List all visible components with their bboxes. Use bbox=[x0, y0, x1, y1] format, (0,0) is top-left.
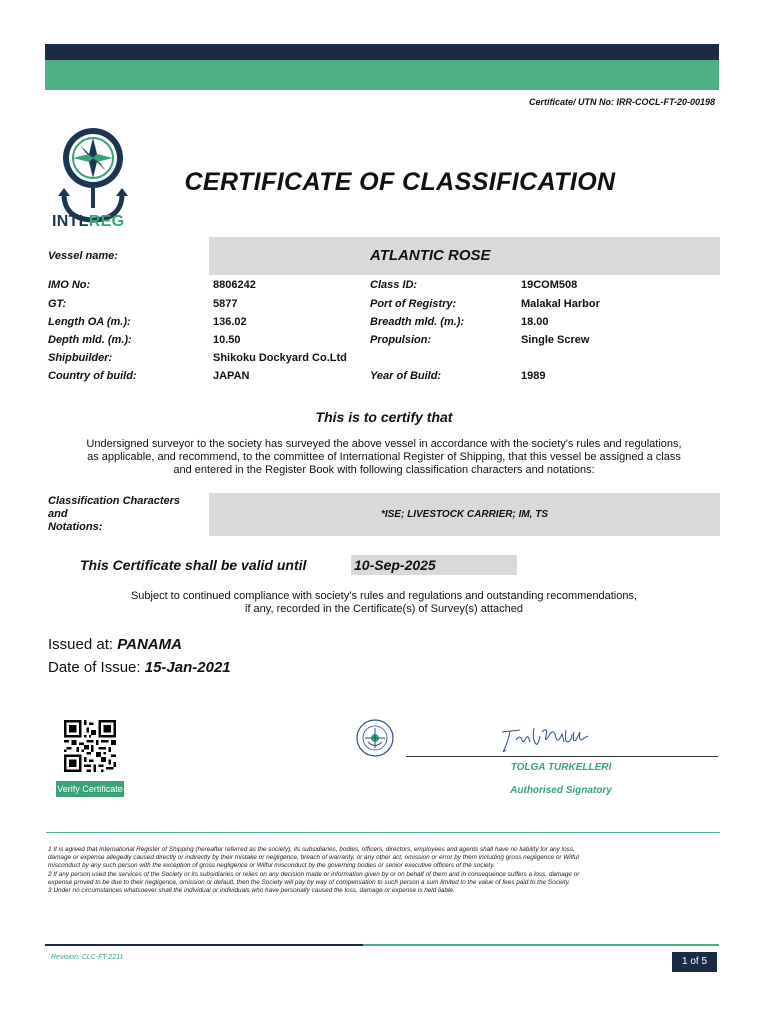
gt-value: 5877 bbox=[213, 298, 238, 310]
verify-certificate-button[interactable]: Verify Certificate bbox=[56, 781, 124, 797]
depth-label: Depth mld. (m.): bbox=[48, 334, 132, 346]
issued-at-label: Issued at: bbox=[48, 636, 114, 653]
year-label: Year of Build: bbox=[370, 370, 442, 382]
handwritten-signature bbox=[498, 722, 594, 754]
footer-rule-green bbox=[363, 944, 719, 946]
footnote-divider bbox=[46, 832, 720, 833]
footnote-line: 1 It is agreed that International Register of Shipping (hereafter referred as the society), its subsidiaries, bodies, officers, directors, employees and agents shall have no liability for any loss, bbox=[48, 846, 575, 853]
classification-label-line: and bbox=[48, 508, 68, 520]
footnote-line: 2 If any person used the services of the Society or its subsidiaries or relies on any decision made or information given by or on behalf of them and in consequence suffers a loss, damage or bbox=[48, 870, 580, 878]
country-value: JAPAN bbox=[213, 370, 250, 382]
footnote-line: 3 Under no circumstances whatsoever shall the individual or individuals who have personally caused the loss, damage or expense is held liable. bbox=[48, 887, 455, 895]
certify-body-line: as applicable, and recommend, to the committee of International Register of Shipping, that this vessel be assigned a class bbox=[87, 451, 681, 463]
propulsion-value: Single Screw bbox=[521, 334, 590, 346]
issued-at bbox=[48, 636, 182, 653]
society-seal-icon bbox=[355, 716, 395, 760]
subject-text bbox=[46, 590, 722, 616]
logo-wordmark bbox=[52, 213, 124, 231]
logo-text-intl: INTL bbox=[52, 213, 89, 230]
signature-line bbox=[406, 756, 718, 757]
signatory-title: Authorised Signatory bbox=[510, 785, 612, 796]
certificate-number: Certificate/ UTN No: IRR-COCL-FT-20-00198 bbox=[528, 97, 715, 107]
footnote-line: expense proved to be due to their negligence, omission or default, then the Society will pay by way of compensation to such person a sum limited to the value of fees paid to the Society. bbox=[48, 878, 571, 886]
date-of-issue-value: 15-Jan-2021 bbox=[144, 659, 231, 676]
date-of-issue bbox=[48, 659, 231, 676]
header-band-dark bbox=[45, 44, 719, 60]
footnote-line: damage or expense allegedly caused directly or indirectly by their mistake or negligence, breach of warranty, or any other act, omission or error by them including gross negligence or Wilful bbox=[48, 854, 579, 862]
country-label: Country of build: bbox=[48, 370, 137, 382]
qr-code-icon[interactable] bbox=[64, 720, 116, 772]
shipbuilder-label: Shipbuilder: bbox=[48, 352, 113, 364]
certify-body-line: and entered in the Register Book with following classification characters and notations: bbox=[173, 464, 595, 476]
classification-value: *ISE; LIVESTOCK CARRIER; IM, TS bbox=[380, 509, 549, 520]
breadth-value: 18.00 bbox=[521, 316, 549, 328]
year-value: 1989 bbox=[521, 370, 546, 382]
validity-date: 10-Sep-2025 bbox=[354, 557, 436, 573]
vessel-name-value: ATLANTIC ROSE bbox=[370, 247, 491, 264]
propulsion-label: Propulsion: bbox=[370, 334, 432, 346]
signatory-name: TOLGA TURKELLERI bbox=[510, 762, 612, 773]
imo-value: 8806242 bbox=[213, 279, 256, 291]
classification-label-line: Notations: bbox=[48, 521, 103, 533]
validity-label: This Certificate shall be valid until bbox=[80, 557, 307, 573]
footnote-line: misconduct by any such person with the exception of gross negligence or Wilful misconduct by the governing bodies or senior executive officers of the society. bbox=[48, 862, 495, 870]
classification-label-line: Classification Characters bbox=[48, 495, 181, 507]
logo-text-reg: REG bbox=[88, 213, 125, 230]
page-title: CERTIFICATE OF CLASSIFICATION bbox=[184, 168, 616, 196]
header-band-green bbox=[45, 60, 719, 90]
length-value: 136.02 bbox=[213, 316, 247, 328]
certify-heading: This is to certify that bbox=[315, 409, 453, 425]
issued-at-value: PANAMA bbox=[117, 636, 182, 653]
port-value: Malakal Harbor bbox=[521, 298, 600, 310]
classification-label bbox=[48, 495, 198, 534]
vessel-name-label: Vessel name: bbox=[48, 250, 118, 262]
gt-label: GT: bbox=[48, 298, 67, 310]
imo-label: IMO No: bbox=[48, 279, 91, 291]
class-id-value: 19COM508 bbox=[521, 279, 578, 291]
class-id-label: Class ID: bbox=[370, 279, 418, 291]
revision-label: Revision: CLC-FT-2211 bbox=[51, 954, 124, 961]
subject-line: Subject to continued compliance with society’s rules and regulations and outstanding recommendations, bbox=[130, 590, 638, 602]
certify-body bbox=[46, 438, 722, 477]
subject-line: if any, recorded in the Certificate(s) of Survey(s) attached bbox=[245, 603, 523, 615]
depth-value: 10.50 bbox=[213, 334, 241, 346]
breadth-label: Breadth mld. (m.): bbox=[370, 316, 465, 328]
footer-rule-dark bbox=[45, 944, 363, 946]
page-number-badge: 1 of 5 bbox=[672, 952, 717, 972]
footnotes bbox=[48, 846, 718, 895]
certify-body-line: Undersigned surveyor to the society has surveyed the above vessel in accordance with the society's rules and regulations, bbox=[86, 438, 682, 450]
port-label: Port of Registry: bbox=[370, 298, 457, 310]
length-label: Length OA (m.): bbox=[48, 316, 131, 328]
date-of-issue-label: Date of Issue: bbox=[48, 659, 141, 676]
shipbuilder-value: Shikoku Dockyard Co.Ltd bbox=[213, 352, 347, 364]
